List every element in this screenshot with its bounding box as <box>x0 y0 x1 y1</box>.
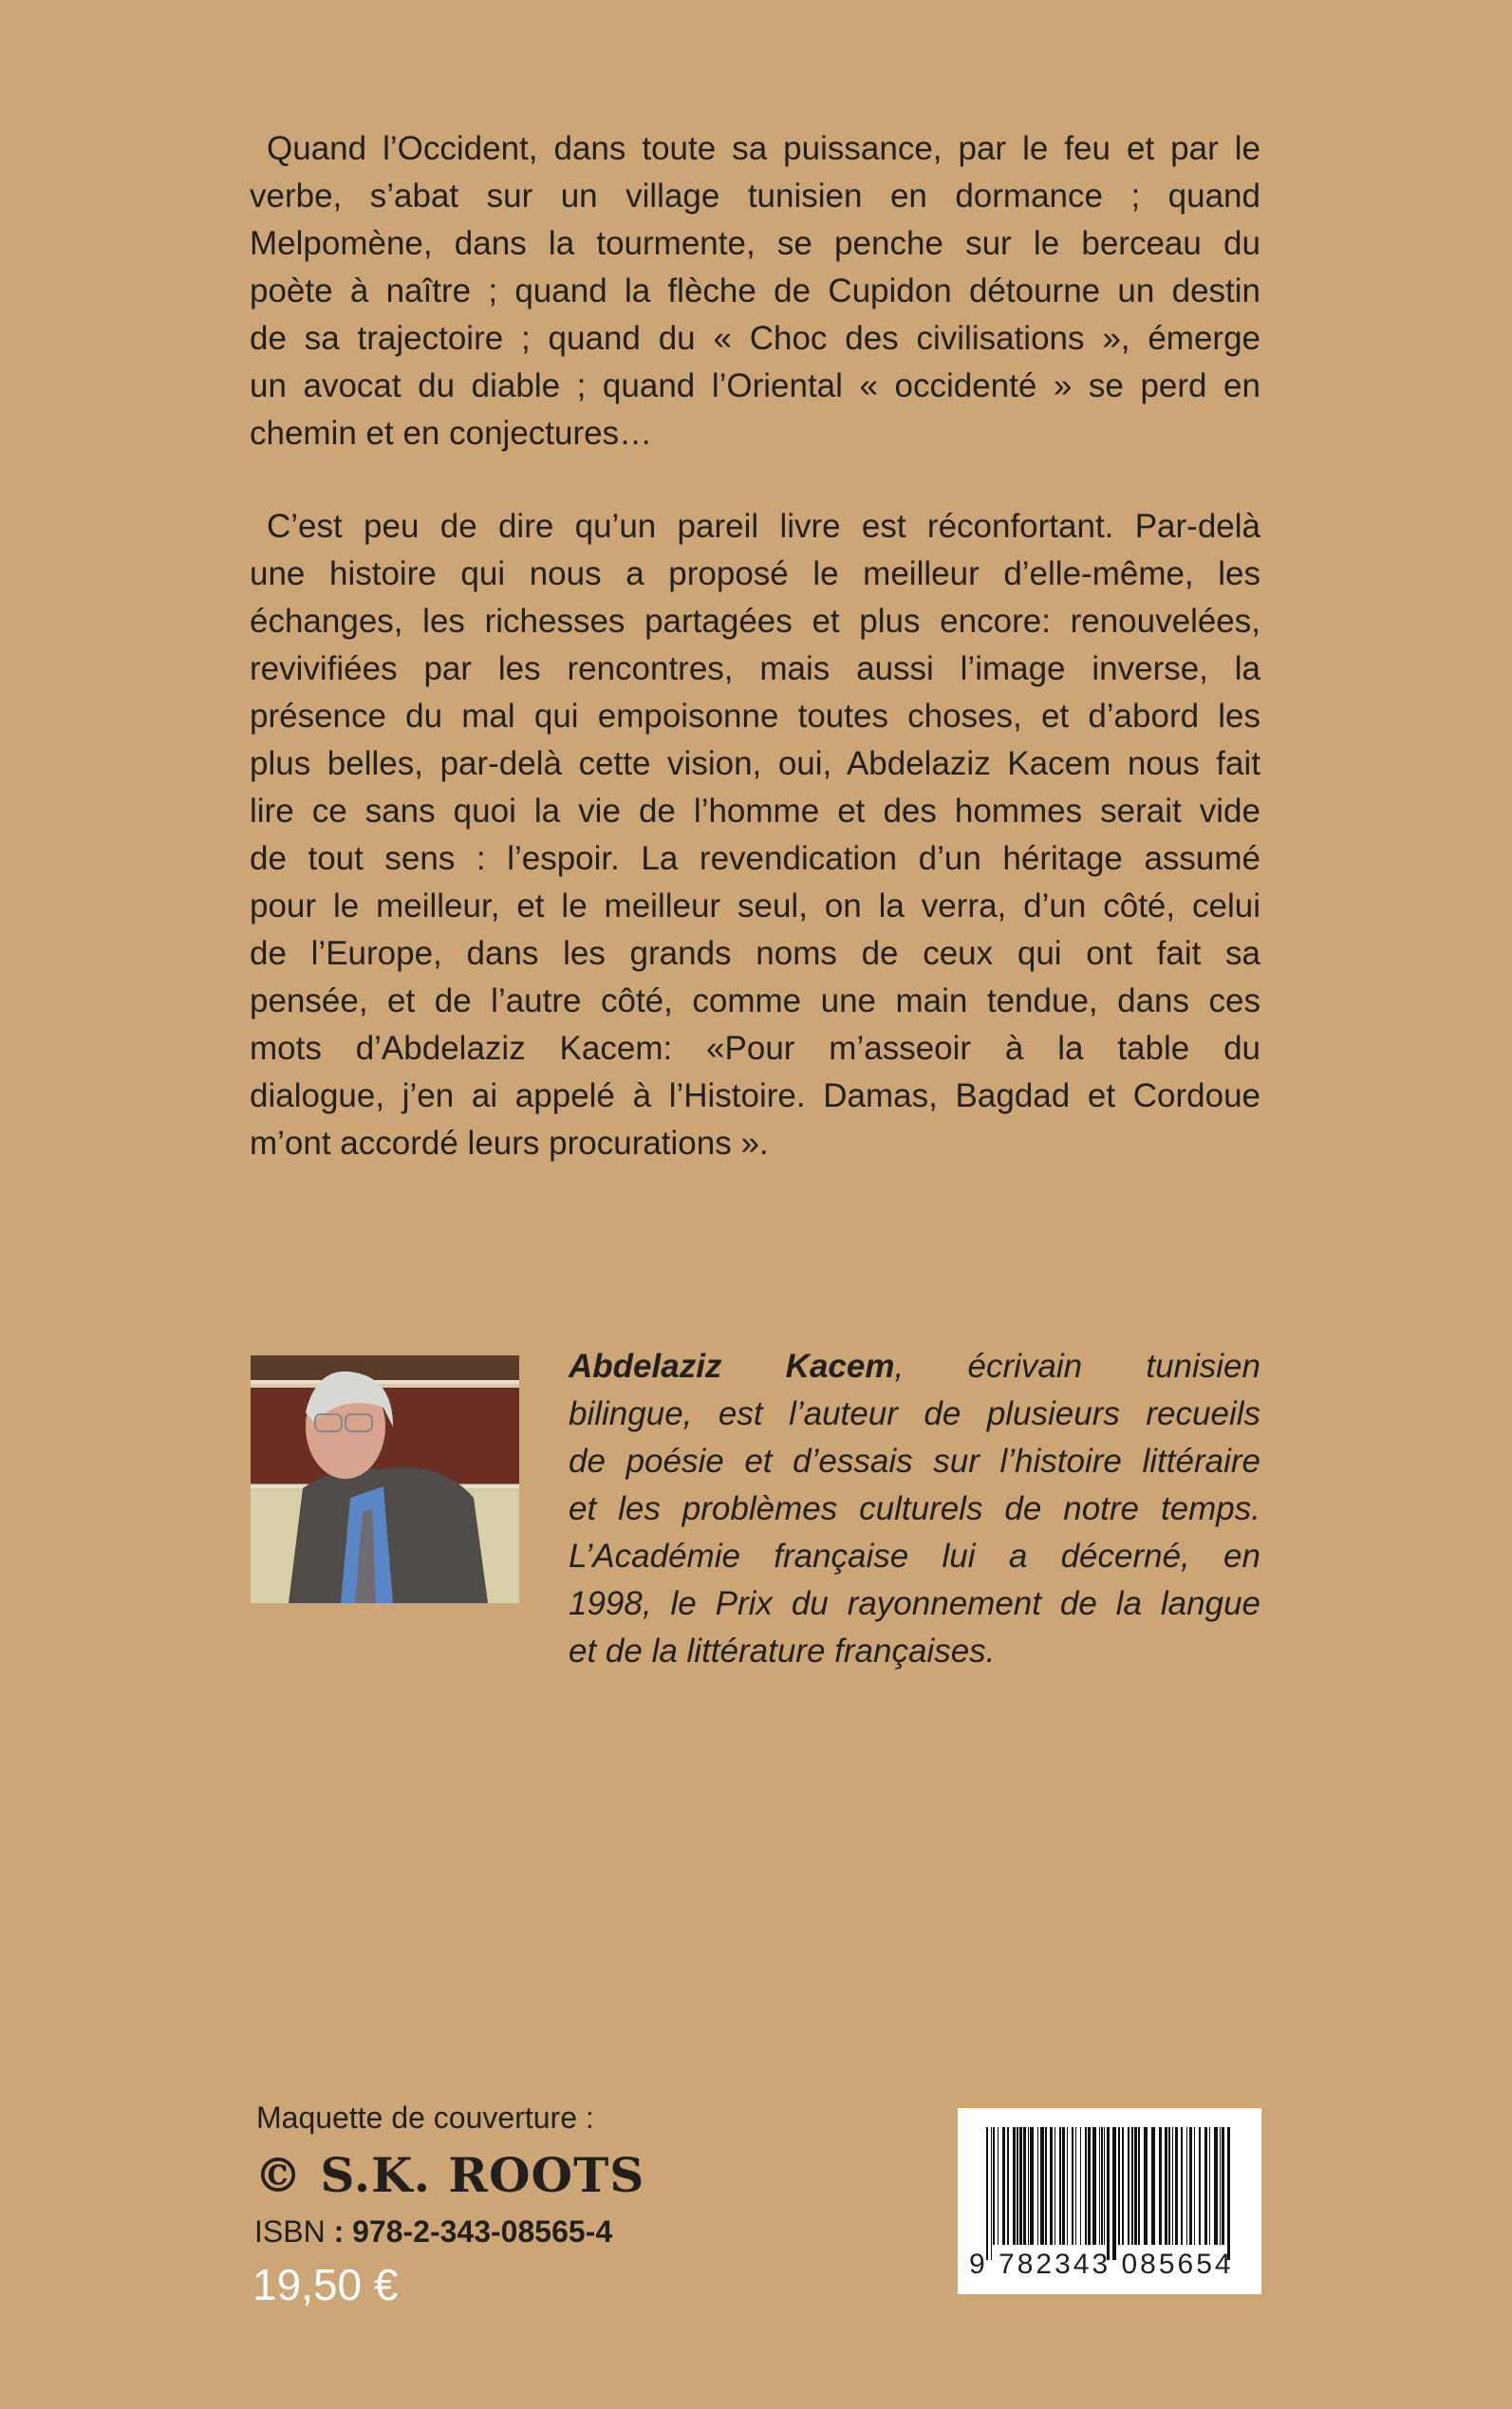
bio-line: Abdelaziz Kacem, écrivain tunisien <box>569 1348 1260 1385</box>
barcode-bar <box>1175 2127 1178 2245</box>
text-line: pensée, et de l’autre côté, comme une main tendue, dans ces <box>250 982 1260 1019</box>
barcode-bar <box>1220 2127 1221 2245</box>
text-line: échanges, les richesses partagées et plus encore: renouvelées, <box>250 603 1260 640</box>
barcode-bar <box>1104 2127 1105 2245</box>
barcode-bar <box>1002 2127 1005 2245</box>
text-line: et les problèmes culturels de notre temps. <box>569 1490 1260 1527</box>
author-bio <box>569 1343 1260 1675</box>
barcode-bar <box>1080 2127 1081 2245</box>
barcode-bar <box>1062 2127 1065 2245</box>
barcode-bar <box>1028 2127 1029 2245</box>
blurb-paragraph-2 <box>250 503 1260 1167</box>
barcode-bar <box>1099 2127 1100 2245</box>
text-line: dialogue, j’en ai appelé à l’Histoire. Damas, Bagdad et Cordoue <box>250 1077 1260 1114</box>
cover-credit-label: Maquette de couverture : <box>256 2101 594 2135</box>
barcode-bar <box>1075 2127 1076 2245</box>
barcode-bar <box>1165 2127 1167 2245</box>
barcode-bar <box>1030 2127 1034 2245</box>
barcode-bar <box>1092 2127 1096 2245</box>
text-line: une histoire qui nous a proposé le meilleur d’elle-même, les <box>250 555 1260 592</box>
barcode-bar <box>1072 2127 1073 2245</box>
barcode-bar <box>1045 2127 1047 2245</box>
author-photo <box>251 1355 519 1603</box>
barcode <box>958 2108 1261 2294</box>
text-line: lire ce sans quoi la vie de l’homme et des hommes serait vide <box>250 793 1260 830</box>
barcode-bar <box>1013 2127 1016 2245</box>
barcode-bar <box>986 2127 988 2260</box>
barcode-bar <box>1037 2127 1038 2245</box>
barcode-bar <box>1151 2127 1155 2245</box>
barcode-bar <box>993 2127 995 2245</box>
text-line: chemin et en conjectures… <box>250 415 653 452</box>
text-line: bilingue, est l’auteur de plusieurs recueils <box>569 1395 1260 1432</box>
isbn-value: : 978-2-343-08565-4 <box>333 2214 613 2249</box>
barcode-bar <box>998 2127 999 2245</box>
text-line: de tout sens : l’espoir. La revendication d’un héritage assumé <box>250 840 1260 877</box>
barcode-bar <box>1172 2127 1173 2245</box>
cover-designer-logo: © S.K. ROOTS <box>254 2147 645 2203</box>
barcode-bar <box>1159 2127 1162 2245</box>
barcode-bar <box>1134 2127 1137 2245</box>
barcode-bar <box>1138 2127 1140 2245</box>
barcode-bar <box>1227 2127 1230 2260</box>
barcode-bar <box>1204 2127 1207 2245</box>
text-line: verbe, s’abat sur un village tunisien en dormance ; quand <box>250 177 1260 215</box>
barcode-bar <box>1007 2127 1009 2245</box>
barcode-bar <box>1181 2127 1183 2245</box>
barcode-bar <box>1168 2127 1170 2245</box>
barcode-bar <box>1199 2127 1201 2245</box>
text-line: revivifiées par les rencontres, mais aussi l’image inverse, la <box>250 650 1260 687</box>
barcode-bar <box>1112 2127 1116 2260</box>
barcode-bar <box>1128 2127 1129 2245</box>
barcode-bar <box>1222 2127 1224 2245</box>
text-line: Melpomène, dans la tourmente, se penche sur le berceau du <box>250 225 1260 262</box>
barcode-bar <box>1209 2127 1210 2245</box>
barcode-bar <box>1107 2127 1110 2260</box>
barcode-bar <box>1019 2127 1022 2245</box>
blurb-paragraph-1 <box>250 125 1260 458</box>
barcode-bar <box>1085 2127 1087 2245</box>
barcode-bar <box>1144 2127 1148 2245</box>
text-line: plus belles, par-delà cette vision, oui, Abdelaziz Kacem nous fait <box>250 745 1260 782</box>
barcode-bar <box>1122 2127 1124 2245</box>
barcode-bar <box>1059 2127 1061 2245</box>
barcode-bar <box>1189 2127 1192 2245</box>
text-line: mots d’Abdelaziz Kacem: «Pour m’asseoir à la table du <box>250 1030 1260 1067</box>
text-line: présence du mal qui empoisonne toutes choses, et d’abord les <box>250 698 1260 735</box>
text-line: L’Académie française lui a décerné, en <box>569 1538 1260 1575</box>
barcode-bar <box>1067 2127 1068 2245</box>
barcode-bar <box>1118 2127 1120 2245</box>
barcode-bar <box>1194 2127 1195 2245</box>
text-line: de sa trajectoire ; quand du « Choc des civilisations », émerge <box>250 320 1260 357</box>
barcode-bar <box>1131 2127 1133 2245</box>
isbn <box>254 2214 612 2250</box>
barcode-bar <box>1040 2127 1044 2245</box>
barcode-bar <box>1088 2127 1091 2245</box>
text-line: C’est peu de dire qu’un pareil livre est réconfortant. Par-delà <box>267 508 1260 545</box>
barcode-bars <box>986 2127 1235 2260</box>
text-line: de l’Europe, dans les grands noms de ceux qui ont fait sa <box>250 935 1260 972</box>
text-line: m’ont accordé leurs procurations ». <box>250 1125 769 1162</box>
barcode-bar <box>1101 2127 1103 2245</box>
barcode-digits: 9 782343 085654 <box>969 2249 1234 2280</box>
barcode-bar <box>1023 2127 1026 2245</box>
text-line: de poésie et d’essais sur l’histoire littéraire <box>569 1443 1260 1480</box>
barcode-bar <box>1050 2127 1053 2245</box>
barcode-bar <box>1017 2127 1018 2245</box>
text-line: Quand l’Occident, dans toute sa puissance, par le feu et par le <box>267 130 1260 167</box>
barcode-bar <box>991 2127 992 2260</box>
text-line: poète à naître ; quand la flèche de Cupidon détourne un destin <box>250 272 1260 309</box>
isbn-label: ISBN <box>254 2214 326 2249</box>
barcode-bar <box>1214 2127 1218 2245</box>
text-line: un avocat du diable ; quand l’Oriental « occidenté » se perd en <box>250 367 1260 404</box>
text-line: pour le meilleur, et le meilleur seul, on la verra, d’un côté, celui <box>250 887 1260 924</box>
price: 19,50 € <box>252 2260 399 2309</box>
text-line: 1998, le Prix du rayonnement de la langue <box>569 1585 1260 1622</box>
text-line: et de la littérature françaises. <box>569 1633 996 1670</box>
author-name: Abdelaziz Kacem <box>569 1348 895 1385</box>
barcode-bar <box>1186 2127 1187 2245</box>
